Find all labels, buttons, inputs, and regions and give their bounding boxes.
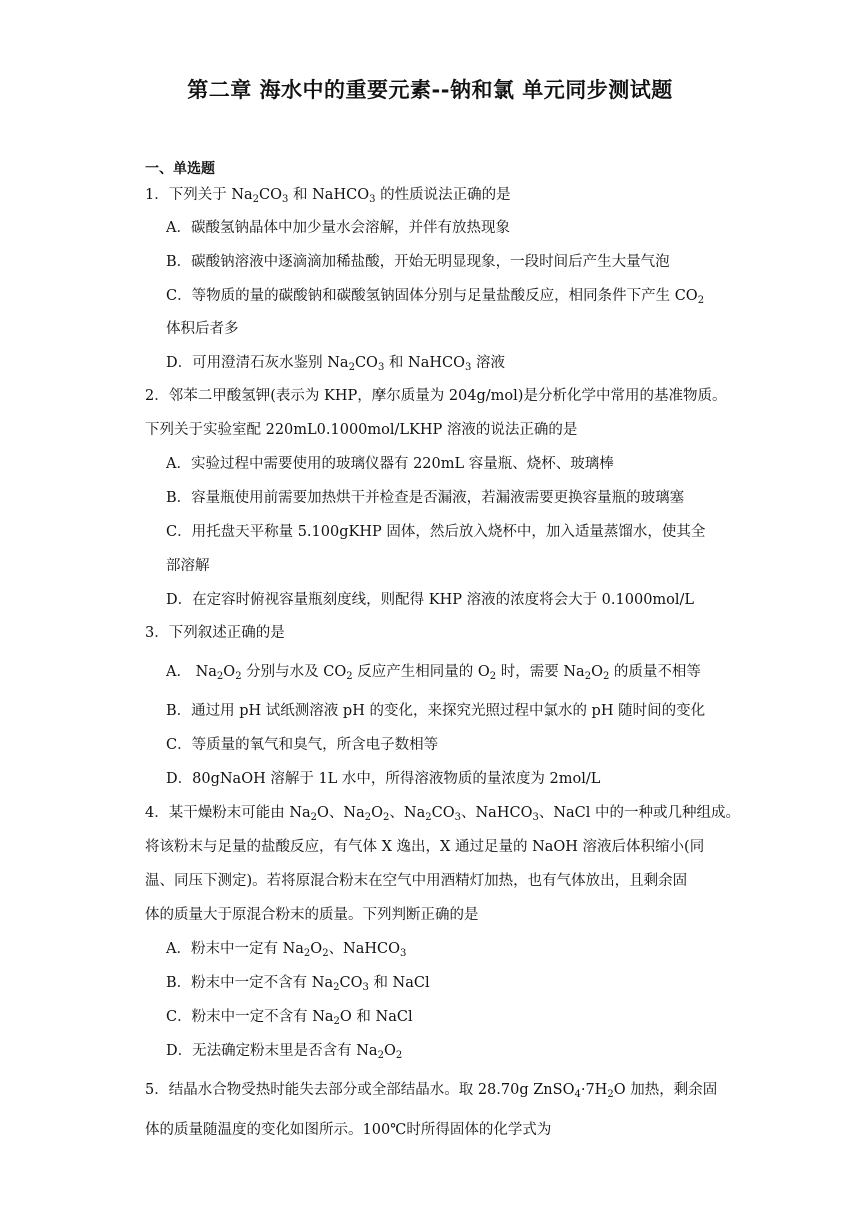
document-title: 第二章 海水中的重要元素--钠和氯 单元同步测试题 xyxy=(187,78,673,102)
text-line-q2: 2．邻苯二甲酸氢钾(表示为 KHP，摩尔质量为 204g/mol)是分析化学中常用的基准物质。 xyxy=(145,388,727,404)
text-line-q4b: 将该粉末与足量的盐酸反应，有气体 X 逸出，X 通过足量的 NaOH 溶液后体积缩小(同 xyxy=(145,839,705,855)
text-line-q4oc: C．粉末中一定不含有 $Na_2O$ 和 NaCl xyxy=(166,1009,413,1027)
text-line-q3d: D．80gNaOH 溶解于 1L 水中，所得溶液物质的量浓度为 2mol/L xyxy=(166,771,601,787)
text-line-q2c2: 部溶解 xyxy=(166,558,210,574)
section-heading: 一、单选题 xyxy=(145,161,215,177)
text-line-q3c: C．等质量的氧气和臭气，所含电子数相等 xyxy=(166,737,439,753)
text-line-q4: 4．某干燥粉末可能由 $Na_2O$、$Na_2O_2$、$Na_2CO_3$、NaHCO$_3$、NaCl 中的一种或几种组成。 xyxy=(145,805,741,823)
text-line-q2b: 下列关于实验室配 220mL0.1000mol/LKHP 溶液的说法正确的是 xyxy=(145,422,578,438)
text-line-q2bb: B．容量瓶使用前需要加热烘干并检查是否漏液，若漏液需要更换容量瓶的玻璃塞 xyxy=(166,490,685,506)
text-line-q1: 1．下列关于 $Na_2CO_3$ 和 NaHCO$_3$ 的性质说法正确的是 xyxy=(145,187,511,205)
text-line-q4od: D．无法确定粉末里是否含有 $Na_2O_2$ xyxy=(166,1043,403,1061)
text-line-q2d: D．在定容时俯视容量瓶刻度线，则配得 KHP 溶液的浓度将会大于 0.1000mol/L xyxy=(166,592,695,608)
text-line-q3b: B．通过用 pH 试纸测溶液 pH 的变化，来探究光照过程中氯水的 pH 随时间的变化 xyxy=(166,703,706,719)
text-line-q5b: 体的质量随温度的变化如图所示。100℃时所得固体的化学式为 xyxy=(145,1122,552,1138)
text-line-q4d: 体的质量大于原混合粉末的质量。下列判断正确的是 xyxy=(145,907,479,923)
text-line-q1d: D．可用澄清石灰水鉴别 $Na_2CO_3$ 和 NaHCO$_3$ 溶液 xyxy=(166,355,505,373)
text-line-q1b: B．碳酸钠溶液中逐滴滴加稀盐酸，开始无明显现象，一段时间后产生大量气泡 xyxy=(166,254,670,270)
text-line-q4ob: B．粉末中一定不含有 $Na_2CO_3$ 和 NaCl xyxy=(166,975,430,993)
text-line-q4oa: A．粉末中一定有 $Na_2O_2$、NaHCO$_3$ xyxy=(166,941,407,959)
text-line-q1a: A．碳酸氢钠晶体中加少量水会溶解，并伴有放热现象 xyxy=(166,220,510,236)
text-line-q1c: C．等物质的量的碳酸钠和碳酸氢钠固体分别与足量盐酸反应，相同条件下产生 $CO_2$ xyxy=(166,288,705,306)
text-line-q5: 5．结晶水合物受热时能失去部分或全部结晶水。取 28.70g $ZnSO_4\cdot 7H_2O$ 加热，剩余固 xyxy=(145,1082,718,1100)
text-line-q4c: 温、同压下测定)。若将原混合粉末在空气中用酒精灯加热，也有气体放出，且剩余固 xyxy=(145,873,688,889)
text-line-q3a: A． $Na_2O_2$ 分别与水及 $CO_2$ 反应产生相同量的 $O_2$ 时，需要 $Na_2O_2$ 的质量不相等 xyxy=(166,664,701,682)
text-line-q1c2: 体积后者多 xyxy=(166,321,239,337)
text-line-q3: 3．下列叙述正确的是 xyxy=(145,625,285,641)
text-line-q2a: A．实验过程中需要使用的玻璃仪器有 220mL 容量瓶、烧杯、玻璃棒 xyxy=(166,456,614,472)
text-line-q2c: C．用托盘天平称量 5.100gKHP 固体，然后放入烧杯中，加入适量蒸馏水，使其全 xyxy=(166,524,706,540)
